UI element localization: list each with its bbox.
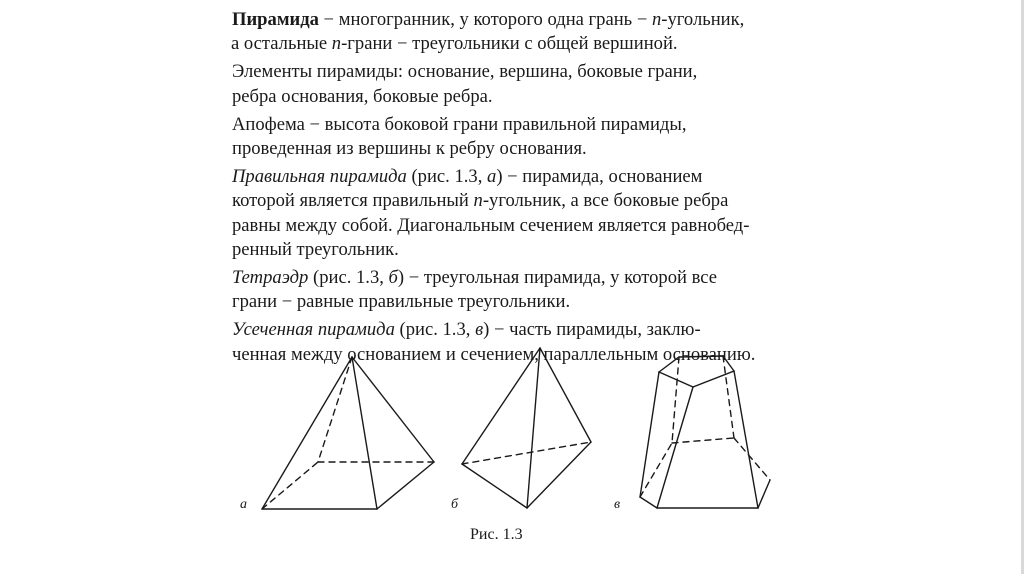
tetrahedron-figure <box>462 348 591 508</box>
tetrahedron-paragraph: Тетраэдр (рис. 1.3, б) − треугольная пирамида, у которой все грани − равные правильные треугольники. <box>232 267 718 313</box>
truncated-pyramid-term: Усеченная пирамида <box>232 319 395 341</box>
regular-pyramid-figure <box>262 357 434 509</box>
tetrahedron-term: Тетраэдр <box>232 267 309 289</box>
figure-label-c: в <box>614 497 621 512</box>
elements-paragraph: Элементы пирамиды: основание, вершина, боковые грани, ребра основания, боковые ребра. <box>232 61 698 107</box>
apothem-paragraph: Апофема − высота боковой грани правильной пирамиды, проведенная из вершины к ребру основания. <box>232 113 687 160</box>
pyramid-term: Пирамида <box>232 9 319 30</box>
truncated-pyramid-paragraph: Усеченная пирамида (рис. 1.3, в) − часть пирамиды, заклю- ченная между основанием и сечением, параллельным основанию. <box>232 319 756 365</box>
regular-pyramid-term: Правильная пирамида <box>232 166 407 188</box>
regular-pyramid-paragraph: Правильная пирамида (рис. 1.3, а) − пирамида, основанием которой является правильный n-угольник, а все боковые ребра равны между собой. Диагональным сечением является равнобед- ренный треугольник. <box>232 166 750 260</box>
figure-label-b: б <box>451 497 459 512</box>
pyramid-definition: Пирамида − многогранник, у которого одна грань − n-угольник, а остальные n-грани − треугольники с общей вершиной. <box>231 9 745 55</box>
figure-label-a: а <box>240 497 247 512</box>
truncated-pyramid-figure <box>640 356 770 508</box>
figure-caption: Рис. 1.3 <box>470 526 523 543</box>
